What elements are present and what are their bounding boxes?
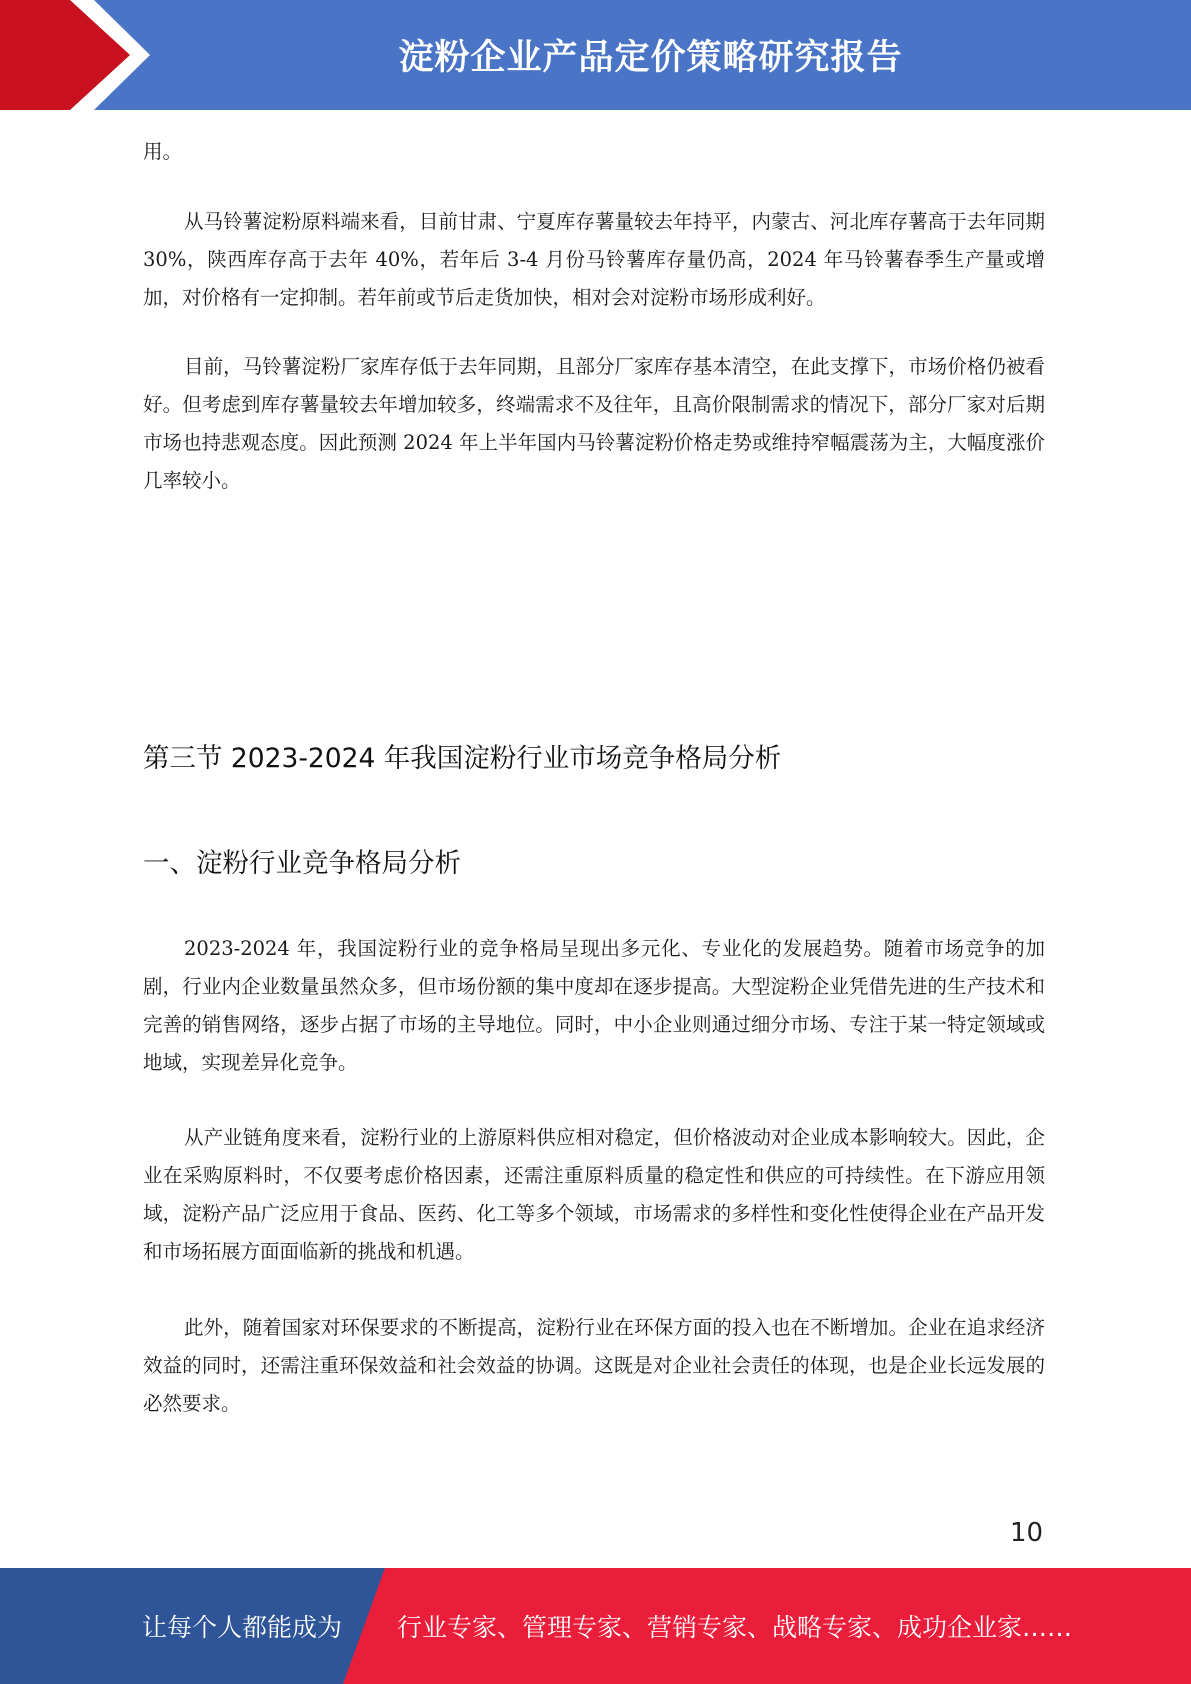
page-number: 10 [1010, 1518, 1044, 1548]
paragraph-continuation: 用。 [143, 140, 183, 163]
subsection-title: 一、淀粉行业竞争格局分析 [143, 848, 461, 879]
page-footer [0, 1568, 1191, 1684]
section-title: 第三节 2023-2024 年我国淀粉行业市场竞争格局分析 [143, 743, 782, 774]
report-title: 淀粉企业产品定价策略研究报告 [398, 38, 903, 78]
paragraph-competition-landscape: 2023-2024 年，我国淀粉行业的竞争格局呈现出多元化、专业化的发展趋势。随着市场竞争的加剧，行业内企业数量虽然众多，但市场份额的集中度却在逐步提高。大型淀粉企业凭借先进的生产技术和完善的销售网络，逐步占据了市场的主导地位。同时，中小企业则通过细分市场、专注于某一特定领域或地域，实现差异化竞争。 [143, 937, 1045, 1074]
paragraph-potato-raw-material: 从马铃薯淀粉原料端来看，目前甘肃、宁夏库存薯量较去年持平，内蒙古、河北库存薯高于去年同期 30%，陕西库存高于去年 40%，若年后 3-4 月份马铃薯库存量仍高，2024 年马铃薯春季生产量或增加，对价格有一定抑制。若年前或节后走货加快，相对会对淀粉市场形成利好。 [143, 210, 1045, 309]
paragraph-industry-chain: 从产业链角度来看，淀粉行业的上游原料供应相对稳定，但价格波动对企业成本影响较大。因此，企业在采购原料时，不仅要考虑价格因素，还需注重原料质量的稳定性和供应的可持续性。在下游应用领域，淀粉产品广泛应用于食品、医药、化工等多个领域，市场需求的多样性和变化性使得企业在产品开发和市场拓展方面面临新的挑战和机遇。 [143, 1126, 1045, 1263]
paragraph-potato-forecast: 目前，马铃薯淀粉厂家库存低于去年同期，且部分厂家库存基本清空，在此支撑下，市场价格仍被看好。但考虑到库存薯量较去年增加较多，终端需求不及往年，且高价限制需求的情况下，部分厂家对后期市场也持悲观态度。因此预测 2024 年上半年国内马铃薯淀粉价格走势或维持窄幅震荡为主，大幅度涨价几率较小。 [143, 355, 1045, 492]
page-header [0, 0, 1191, 110]
footer-slogan-left: 让每个人都能成为 [142, 1613, 343, 1642]
paragraph-environmental: 此外，随着国家对环保要求的不断提高，淀粉行业在环保方面的投入也在不断增加。企业在追求经济效益的同时，还需注重环保效益和社会效益的协调。这既是对企业社会责任的体现，也是企业长远发展的必然要求。 [143, 1316, 1045, 1415]
footer-slogan-right: 行业专家、管理专家、营销专家、战略专家、成功企业家…… [397, 1613, 1073, 1642]
